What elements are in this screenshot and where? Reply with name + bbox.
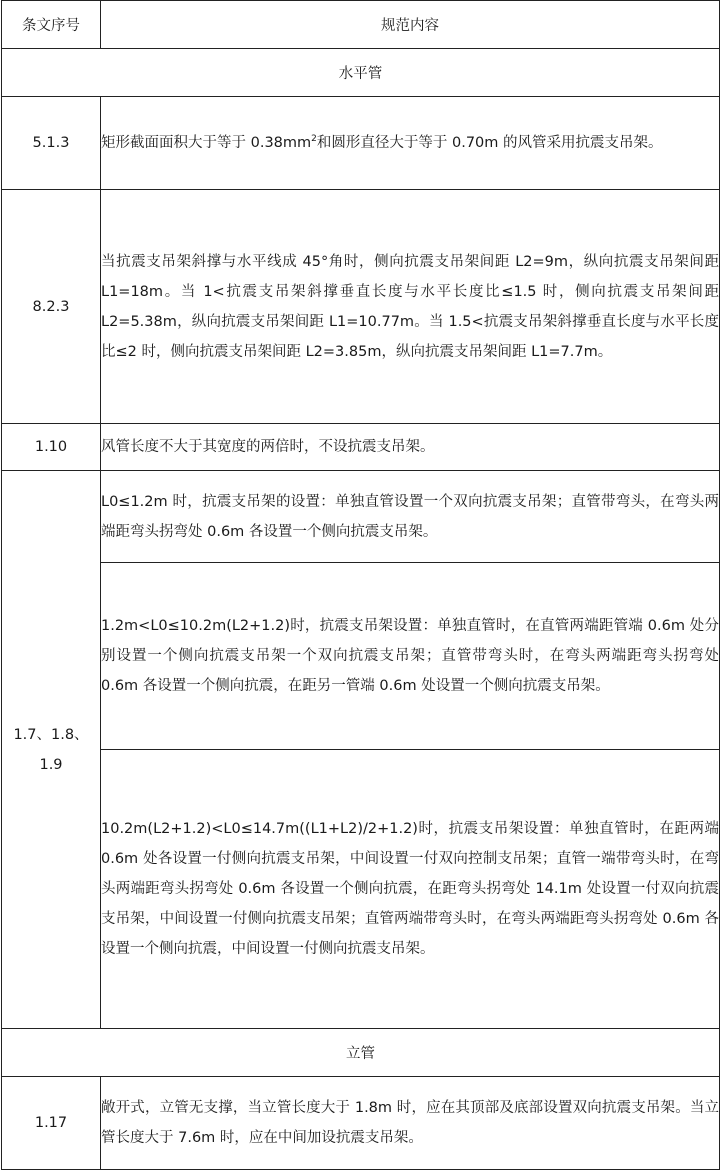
section-title-horizontal: 水平管 (2, 49, 720, 97)
table-row (2, 471, 720, 563)
row-content-text: 矩形截面面积大于等于 0.38mm (101, 135, 312, 151)
row-content: 敞开式，立管无支撑，当立管长度大于 1.8m 时，应在其顶部及底部设置双向抗震支吊架。当立管长度大于 7.6m 时，应在中间加设抗震支吊架。 (101, 1077, 720, 1170)
row-number: 5.1.3 (2, 97, 101, 190)
table-row (2, 190, 720, 424)
row-content: L0≤1.2m 时，抗震支吊架的设置：单独直管设置一个双向抗震支吊架；直管带弯头，在弯头两端距弯头拐弯处 0.6m 各设置一个侧向抗震支吊架。 (101, 471, 720, 563)
row-content: 1.2m<L0≤10.2m(L2+1.2)时，抗震支吊架设置：单独直管时，在直管两端距管端 0.6m 处分别设置一个侧向抗震支吊架一个双向抗震支吊架；直管带弯头时，在弯头两端距弯头拐弯处 0.6m 各设置一个侧向抗震，在距另一管端 0.6m 处设置一个侧向抗震支吊架。 (101, 563, 720, 750)
section-row-horizontal (2, 49, 720, 97)
section-row-vertical (2, 1029, 720, 1077)
header-content-cell: 规范内容 (101, 1, 720, 49)
header-number-cell: 条文序号 (2, 1, 101, 49)
table-row (2, 424, 720, 471)
table-row (2, 750, 720, 1029)
superscript: 2 (311, 134, 317, 145)
row-number: 8.2.3 (2, 190, 101, 424)
row-content-text: 和圆形直径大于等于 0.70m 的风管采用抗震支吊架。 (316, 135, 663, 151)
row-number: 1.10 (2, 424, 101, 471)
table-row (2, 563, 720, 750)
table-row (2, 1077, 720, 1170)
table-row (2, 97, 720, 190)
row-content: 10.2m(L2+1.2)<L0≤14.7m((L1+L2)/2+1.2)时，抗震支吊架设置：单独直管时，在距两端 0.6m 处各设置一付侧向抗震支吊架，中间设置一付双向控制支吊架；直管一端带弯头时，在弯头两端距弯头拐弯处 0.6m 各设置一个侧向抗震，在距弯头拐弯处 14.1m 处设置一付双向抗震支吊架，中间设置一付侧向抗震支吊架；直管两端带弯头时，在弯头两端距弯头拐弯处 0.6m 各设置一个侧向抗震，中间设置一付侧向抗震支吊架。 (101, 750, 720, 1029)
spec-table (1, 0, 720, 1170)
row-content: 当抗震支吊架斜撑与水平线成 45°角时，侧向抗震支吊架间距 L2=9m，纵向抗震支吊架间距 L1=18m。当 1<抗震支吊架斜撑垂直长度与水平长度比≤1.5 时，侧向抗震支吊架间距 L2=5.38m，纵向抗震支吊架间距 L1=10.77m。当 1.5<抗震支吊架斜撑垂直长度与水平长度比≤2 时，侧向抗震支吊架间距 L2=3.85m，纵向抗震支吊架间距 L1=7.7m。 (101, 190, 720, 424)
row-number: 1.7、1.8、1.9 (2, 471, 101, 1029)
header-row (2, 1, 720, 49)
row-content: 风管长度不大于其宽度的两倍时，不设抗震支吊架。 (101, 424, 720, 471)
row-number: 1.17 (2, 1077, 101, 1170)
section-title-vertical: 立管 (2, 1029, 720, 1077)
row-content (101, 97, 720, 190)
